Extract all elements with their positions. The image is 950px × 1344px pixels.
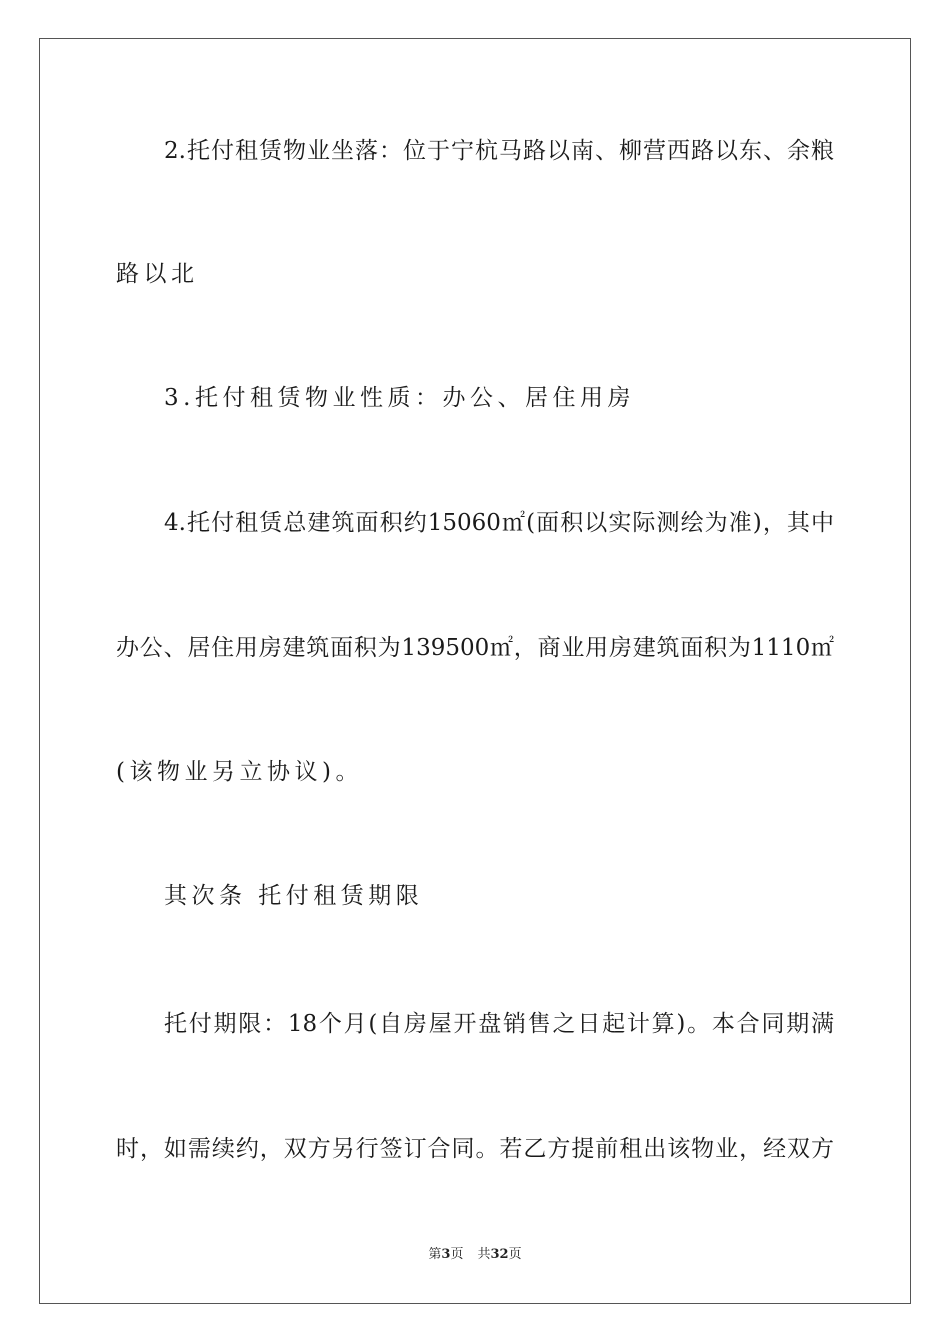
section-heading-term: 其次条 托付租赁期限 (164, 883, 424, 909)
paragraph-line-term-cont: 时，如需续约，双方另行签订合同。若乙方提前租出该物业，经双方 (116, 1136, 834, 1162)
paragraph-line-location-cont: 路以北 (116, 261, 199, 287)
paragraph-line-nature: 3.托付租赁物业性质：办公、居住用房 (164, 385, 635, 411)
page-number: 3 (441, 1247, 451, 1262)
page-prefix: 第 (428, 1247, 442, 1262)
page-border (39, 38, 911, 1304)
paragraph-line-area: 4.托付租赁总建筑面积约15060㎡(面积以实际测绘为准)，其中 (164, 510, 834, 536)
page-suffix: 页 (450, 1247, 464, 1262)
paragraph-line-area-end: (该物业另立协议)。 (116, 759, 363, 785)
total-prefix: 共 (477, 1247, 491, 1262)
total-pages: 32 (490, 1247, 509, 1262)
total-suffix: 页 (508, 1247, 522, 1262)
page-footer (0, 1246, 950, 1264)
paragraph-line-location: 2.托付租赁物业坐落：位于宁杭马路以南、柳营西路以东、余粮 (164, 138, 834, 164)
paragraph-line-area-cont: 办公、居住用房建筑面积为139500㎡，商业用房建筑面积为1110㎡ (116, 635, 834, 661)
paragraph-line-term: 托付期限：18个月(自房屋开盘销售之日起计算)。本合同期满 (164, 1011, 834, 1037)
